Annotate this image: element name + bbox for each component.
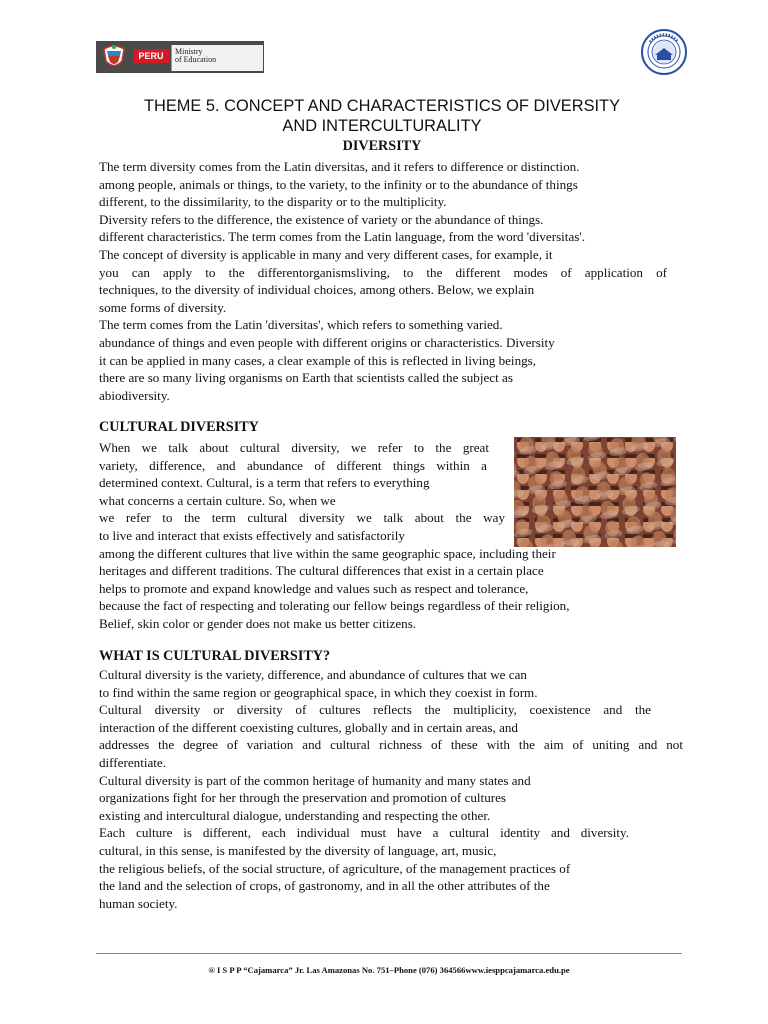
title-line-1: THEME 5. CONCEPT AND CHARACTERISTICS OF DIVERSITY [144, 97, 620, 115]
text-line: you can apply to the differentorganismsliving, to the different modes of application of [99, 264, 667, 280]
text-line: Cultural diversity or diversity of cultures reflects the multiplicity, coexistence and the [99, 702, 651, 718]
title-line-2: AND INTERCULTURALITY [282, 117, 482, 135]
text-line: because the fact of respecting and tolerating our fellow beings regardless of their religion, [99, 598, 570, 614]
footer-address: ® I S P P “Cajamarca” Jr. Las Amazonas No. 751–Phone (076) 364566www.iesppcajamarca.edu.pe [208, 965, 570, 975]
text-line: what concerns a certain culture. So, when we [99, 492, 336, 508]
text-line: helps to promote and expand knowledge and values such as respect and tolerance, [99, 580, 529, 596]
what-is-cultural-diversity-heading: WHAT IS CULTURAL DIVERSITY? [99, 648, 331, 664]
text-line: among people, animals or things, to the variety, to the infinity or to the abundance of things [99, 176, 578, 192]
text-line: variety, difference, and abundance of different things within a [99, 457, 487, 473]
text-line: cultural, in this sense, is manifested by the diversity of language, art, music, [99, 842, 497, 858]
text-line: abiodiversity. [99, 387, 170, 403]
text-line: among the different cultures that live within the same geographic space, including their [99, 545, 556, 561]
ministry-line-2: of Education [175, 55, 217, 64]
text-line: we refer to the term cultural diversity we talk about the way [99, 510, 505, 526]
text-line: some forms of diversity. [99, 299, 227, 315]
peru-badge: PERU [133, 49, 169, 63]
text-line: The term comes from the Latin 'diversitas', which refers to something varied. [99, 317, 503, 333]
cultural-diversity-paragraph-wide [99, 545, 677, 633]
text-line: the religious beliefs, of the social structure, of agriculture, of the management practices of [99, 860, 571, 876]
text-line: existing and intercultural dialogue, understanding and respecting the other. [99, 807, 491, 823]
cultural-diversity-paragraph-narrow [99, 439, 505, 545]
text-line: Belief, skin color or gender does not make us better citizens. [99, 615, 417, 631]
cultural-faces-collage [514, 437, 676, 547]
text-line: addresses the degree of variation and cultural richness of these with the aim of uniting and not [99, 737, 683, 753]
diversity-paragraph [99, 158, 677, 404]
text-line: Each culture is different, each individual must have a cultural identity and diversity. [99, 825, 629, 841]
text-line: different characteristics. The term comes from the Latin language, from the word 'diversitas'. [99, 229, 585, 245]
text-line: When we talk about cultural diversity, we refer to the great [99, 440, 489, 455]
text-line: interaction of the different coexisting cultures, globally and in certain areas, and [99, 719, 518, 735]
text-line: the land and the selection of crops, of gastronomy, and in all the other attributes of the [99, 878, 550, 894]
text-line: differentiate. [99, 754, 167, 770]
document-title [96, 96, 668, 136]
text-line: Cultural diversity is part of the common heritage of humanity and many states and [99, 772, 531, 788]
ministry-label [171, 45, 263, 71]
text-line: to find within the same region or geographical space, in which they coexist in form. [99, 684, 538, 700]
coat-of-arms-icon [100, 43, 128, 71]
footer-divider [96, 953, 682, 954]
text-line: Cultural diversity is the variety, difference, and abundance of cultures that we can [99, 667, 527, 682]
text-line: human society. [99, 895, 178, 911]
text-line: techniques, to the diversity of individual choices, among others. Below, we explain [99, 282, 535, 298]
text-line: to live and interact that exists effectively and satisfactorily [99, 527, 405, 543]
text-line: it can be applied in many cases, a clear example of this is reflected in living beings, [99, 352, 537, 368]
text-line: different, to the dissimilarity, to the disparity or to the multiplicity. [99, 194, 447, 210]
text-line: Diversity refers to the difference, the existence of variety or the abundance of things. [99, 211, 544, 227]
text-line: organizations fight for her through the preservation and promotion of cultures [99, 790, 507, 806]
what-is-paragraph [99, 666, 683, 912]
text-line: there are so many living organisms on Earth that scientists called the subject as [99, 370, 513, 386]
institution-seal-icon [640, 28, 688, 76]
text-line: determined context. Cultural, is a term that refers to everything [99, 475, 430, 491]
text-line: The concept of diversity is applicable in many and very different cases, for example, it [99, 246, 553, 262]
text-line: The term diversity comes from the Latin diversitas, and it refers to difference or distinction. [99, 159, 580, 174]
ministry-line-1: Ministry [175, 47, 203, 56]
text-line: abundance of things and even people with different origins or characteristics. Diversity [99, 334, 555, 350]
text-line: heritages and different traditions. The cultural differences that exist in a certain place [99, 563, 544, 579]
diversity-heading: DIVERSITY [342, 138, 422, 154]
cultural-diversity-heading: CULTURAL DIVERSITY [99, 419, 259, 435]
